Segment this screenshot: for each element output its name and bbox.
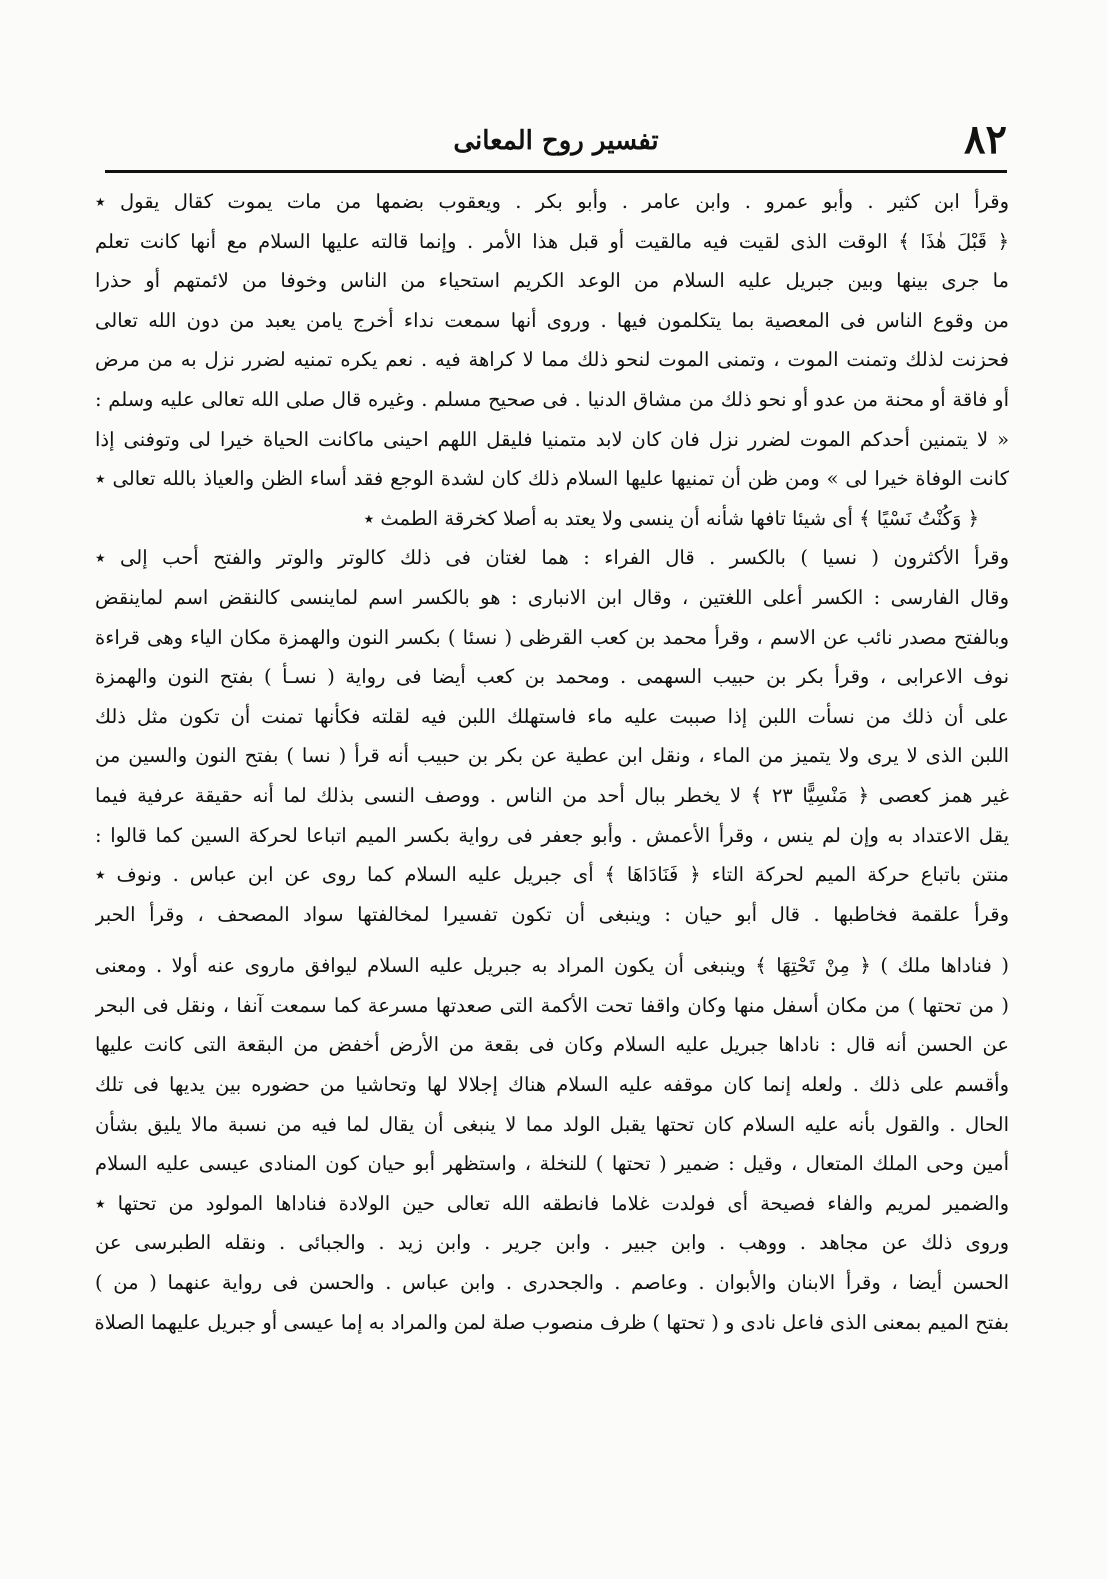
text-line: ﴿ وَكُنْتُ نَسْيًا ﴾ أى شيئا تافها شأنه أن ينسى ولا يعتد به أصلا كخرقة الطمث ٭: [363, 506, 979, 530]
text-line: ﴿ قَبْلَ هٰذَا ﴾ الوقت الذى لقيت فيه مالقيت أو قبل هذا الأمر . وإنما قالته عليها السلام مع أنها كانت تعلم: [95, 229, 1009, 253]
text-line: من وقوع الناس فى المعصية بما يتكلمون فيها . وروى أنها سمعت نداء أخرج يامن يعبد من دون الله تعالى: [95, 308, 1009, 332]
text-line: فحزنت لذلك وتمنت الموت ، وتمنى الموت لنحو ذلك مما لا كراهة فيه . نعم يكره تمنيه لضرر نزل به من مرض: [95, 348, 1009, 372]
text-line: يقل الاعتداد به وإن لم ينس ، وقرأ الأعمش . وأبو جعفر فى رواية بكسر الميم اتباعا لحركة السين كما قالوا :: [95, 823, 1009, 847]
page-header: [105, 118, 1007, 174]
text-line: أو فاقة أو محنة من عدو أو نحو ذلك من مشاق الدنيا . فى صحيح مسلم . وغيره قال صلى الله تعالى عليه وسلم :: [95, 387, 1009, 411]
text-line: وبالفتح مصدر نائب عن الاسم ، وقرأ محمد بن كعب القرظى ( نسئا ) بكسر النون والهمزة مكان الياء وهى قراءة: [95, 625, 1009, 649]
text-line: بفتح الميم بمعنى الذى فاعل نادى و ( تحتها ) ظرف منصوب صلة لمن والمراد به إما عيسى أو جبريل عليهما الصلاة: [95, 1310, 1009, 1334]
text-line: اللبن الذى لا يرى ولا يتميز من الماء ، ونقل ابن عطية عن بكر بن حبيب أنه قرأ ( نسا ) بفتح النون والسين من: [95, 744, 1009, 768]
page-number: ٨٢: [964, 116, 1007, 163]
body-text: [95, 182, 1009, 1342]
text-line: وقرأ ابن كثير . وأبو عمرو . وابن عامر . وأبو بكر . ويعقوب بضمها من مات يموت كقال يقول ٭: [95, 190, 1009, 213]
text-line: وروى ذلك عن مجاهد . ووهب . وابن جبير . وابن جرير . وابن زيد . والجبائى . ونقله الطبرسى عن: [95, 1231, 1009, 1255]
text-line: منتن باتباع حركة الميم لحركة التاء ﴿ فَنَادَاهَا ﴾ أى جبريل عليه السلام كما روى عن ابن عباس . ونوف ٭: [95, 863, 1009, 887]
text-line: « لا يتمنين أحدكم الموت لضرر نزل فان كان لابد متمنيا فليقل اللهم احينى ماكانت الحياة خيرا لى وتوفنى إذا: [95, 427, 1009, 451]
text-line: ما جرى بينها وبين جبريل عليه السلام من الوعد الكريم استحياء من الناس وخوفا من لائمتهم أو حذرا: [95, 269, 1009, 293]
paragraph-gap: [95, 934, 1009, 946]
text-line: أمين وحى الملك المتعال ، وقيل : ضمير ( تحتها ) للنخلة ، واستظهر أبو حيان كون المنادى عيسى عليه السلام: [95, 1152, 1009, 1176]
text-line: نوف الاعرابى ، وقرأ بكر بن حبيب السهمى . ومحمد بن كعب أيضا فى رواية ( نسـأ ) بفتح النون والهمزة: [95, 665, 1009, 689]
text-line: غير همز كعصى ﴿ مَنْسِيًّا ٢٣ ﴾ لا يخطر ببال أحد من الناس . ووصف النسى بذلك لما أنه حقيقة عرفية فيما: [95, 783, 1009, 807]
text-line: على أن ذلك من نسأت اللبن إذا صببت عليه ماء فاستهلك اللبن فيه لقلته فكأنها تمنت أن تكون مثل ذلك: [95, 704, 1009, 728]
text-line: ( فناداها ملك ) ﴿ مِنْ تَحْتِهَا ﴾ وينبغى أن يكون المراد به جبريل عليه السلام ليوافق ماروى عنه أولا . ومعنى: [95, 954, 1009, 978]
text-line: كانت الوفاة خيرا لى » ومن ظن أن تمنيها عليها السلام ذلك كان لشدة الوجع فقد أساء الظن والعياذ بالله تعالى ٭: [95, 467, 1009, 491]
text-line: وقرأ الأكثرون ( نسيا ) بالكسر . قال الفراء : هما لغتان فى ذلك كالوتر والوتر والفتح أحب إلى ٭: [95, 546, 1009, 570]
text-line: الحال . والقول بأنه عليه السلام كان تحتها يقبل الولد مما لا ينبغى أن يقال لما فيه من نسبة مالا يليق بشأن: [95, 1112, 1009, 1136]
text-line: الحسن أيضا ، وقرأ الابنان والأبوان . وعاصم . والجحدرى . وابن عباس . والحسن فى رواية عنهما ( من ): [95, 1271, 1009, 1295]
text-line: وقرأ علقمة فخاطبها . قال أبو حيان : وينبغى أن تكون تفسيرا لمخالفتها سواد المصحف ، وقرأ الحبر: [95, 902, 1009, 926]
running-title: تفسير روح المعانى: [453, 126, 659, 156]
text-line: وأقسم على ذلك . ولعله إنما كان موقفه عليه السلام هناك إجلالا لها وتحاشيا من حضوره بين يديها فى تلك: [95, 1073, 1009, 1097]
header-rule: [105, 170, 1007, 173]
text-line: عن الحسن أنه قال : ناداها جبريل عليه السلام وكان فى بقعة من الأرض أخفض من البقعة التى كانت عليها: [95, 1033, 1009, 1057]
text-line: والضمير لمريم والفاء فصيحة أى فولدت غلاما فانطقه الله تعالى حين الولادة فناداها المولود من تحتها ٭: [95, 1191, 1009, 1215]
text-line: ( من تحتها ) من مكان أسفل منها وكان واقفا تحت الأكمة التى صعدتها مسرعة كما سمعت آنفا ، ونقل فى البحر: [95, 993, 1009, 1017]
text-line: وقال الفارسى : الكسر أعلى اللغتين ، وقال ابن الانبارى : هو بالكسر اسم لماينسى كالنقض اسم لماينقض: [95, 585, 1009, 609]
